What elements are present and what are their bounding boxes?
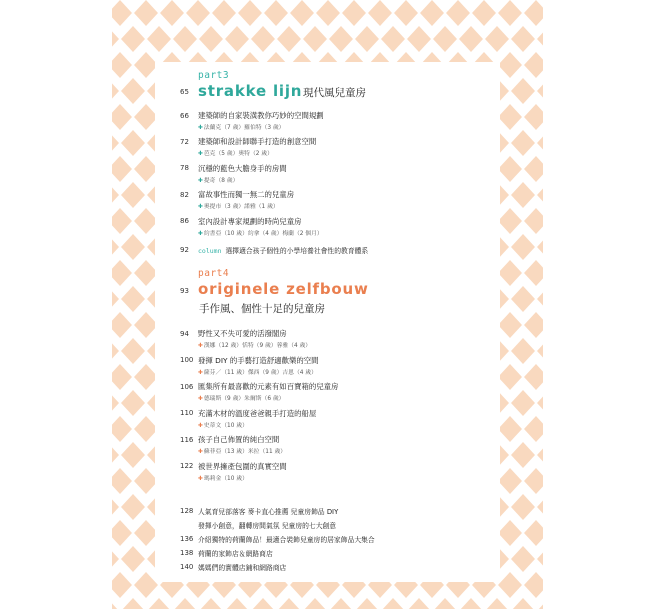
diamond-shape	[498, 572, 522, 598]
toc-entry-meta: ✚漢娜（12 歲）恬特（9 歲）蓉雅（4 歲）	[198, 343, 312, 349]
diamond-shape	[112, 598, 119, 609]
part4-title: originele zelfbouw	[198, 280, 369, 298]
diamond-shape	[134, 0, 158, 26]
diamond-shape	[112, 442, 119, 468]
diamond-shape	[112, 494, 119, 520]
diamond-shape	[511, 286, 535, 312]
toc-entry-title[interactable]: 被世界擁產包圍的真實空間	[198, 462, 287, 471]
toc-entry-meta: ✚瑪莉金（10 歲）	[198, 476, 248, 482]
toc-entry-title[interactable]: 發揮 DIY 的手藝打造舒適歡樂的空間	[198, 356, 319, 365]
diamond-shape	[433, 598, 457, 609]
diamond-shape	[303, 26, 327, 52]
plus-icon: ✚	[198, 449, 203, 455]
diamond-shape	[112, 52, 132, 78]
toc-page-number: 92	[180, 246, 189, 254]
diamond-shape	[173, 26, 197, 52]
toc-entry-meta: ✚薩芬／（11 歲）傑西（9 歲）吉恩（4 歲）	[198, 370, 317, 376]
toc-entry-title[interactable]: 沉穩的藍色大膽身手的房間	[198, 164, 287, 173]
toc-page-number: 72	[180, 138, 189, 146]
diamond-shape	[537, 390, 543, 416]
diamond-shape	[524, 104, 543, 130]
toc-entry-meta: ✚德瑞斯（9 歲）朱爾斯（6 歲）	[198, 396, 285, 402]
toc-entry-title[interactable]: 充滿木材的溫度爸爸親手打造的船屋	[198, 409, 317, 418]
diamond-shape	[264, 0, 288, 26]
diamond-shape	[459, 26, 483, 52]
diamond-shape	[112, 234, 119, 260]
diamond-shape	[537, 598, 543, 609]
diamond-shape	[355, 26, 379, 52]
diamond-shape	[112, 364, 132, 390]
plus-icon: ✚	[198, 370, 203, 376]
diamond-shape	[121, 598, 145, 609]
diamond-shape	[511, 390, 535, 416]
diamond-shape	[355, 598, 379, 609]
diamond-shape	[407, 598, 431, 609]
diamond-shape	[112, 390, 119, 416]
diamond-shape	[485, 598, 509, 609]
diamond-shape	[524, 156, 543, 182]
toc-entry-title[interactable]: 富故事性而獨一無二的兒童房	[198, 190, 295, 199]
diamond-shape	[121, 130, 145, 156]
toc-page-number: 110	[180, 409, 194, 417]
diamond-shape	[121, 390, 145, 416]
toc-entry-meta: ✚法蘭克（7 歲）羅伯特（3 歲）	[198, 125, 285, 131]
toc-entry-meta: ✚提奇（8 歲）	[198, 178, 239, 184]
diamond-shape	[121, 26, 145, 52]
diamond-shape	[112, 286, 119, 312]
diamond-shape	[537, 182, 543, 208]
diamond-shape	[446, 0, 470, 26]
diamond-shape	[524, 468, 543, 494]
diamond-shape	[485, 26, 509, 52]
diamond-shape	[498, 364, 522, 390]
plus-icon: ✚	[198, 151, 203, 157]
plus-icon: ✚	[198, 204, 203, 210]
diamond-shape	[511, 338, 535, 364]
diamond-shape	[498, 260, 522, 286]
diamond-shape	[160, 0, 184, 26]
diamond-shape	[303, 598, 327, 609]
diamond-shape	[524, 364, 543, 390]
diamond-shape	[112, 156, 132, 182]
diamond-shape	[511, 130, 535, 156]
diamond-shape	[112, 546, 119, 572]
diamond-shape	[112, 312, 132, 338]
diamond-shape	[329, 26, 353, 52]
diamond-shape	[121, 442, 145, 468]
diamond-shape	[524, 416, 543, 442]
diamond-shape	[112, 468, 132, 494]
diamond-shape	[112, 0, 132, 26]
diamond-shape	[199, 598, 223, 609]
diamond-shape	[112, 260, 132, 286]
diamond-shape	[112, 78, 119, 104]
diamond-shape	[498, 104, 522, 130]
diamond-shape	[112, 520, 132, 546]
diamond-shape	[524, 260, 543, 286]
toc-entry-meta: ✚史蒂文（10 歲）	[198, 423, 248, 429]
diamond-shape	[121, 338, 145, 364]
plus-icon: ✚	[198, 231, 203, 237]
toc-page-number: 86	[180, 217, 189, 225]
toc-entry-title[interactable]: 室內設計專家規劃的時尚兒童房	[198, 217, 302, 226]
diamond-shape	[112, 26, 119, 52]
toc-page-number: 94	[180, 330, 189, 338]
toc-entry-title[interactable]: 野性又不失可愛的活潑閣房	[198, 329, 287, 338]
diamond-shape	[368, 0, 392, 26]
diamond-shape	[498, 52, 522, 78]
toc-entry-title[interactable]: 建築師的自家裝潢教你巧妙的空間規劃	[198, 111, 324, 120]
diamond-shape	[381, 26, 405, 52]
diamond-shape	[394, 0, 418, 26]
diamond-shape	[186, 0, 210, 26]
diamond-shape	[251, 598, 275, 609]
appendix-entry[interactable]: 介紹獨特的荷蘭飾品！最適合裝飾兒童房的居家飾品大集合	[198, 536, 375, 544]
diamond-shape	[511, 182, 535, 208]
toc-entry-meta: ✚約書亞（10 歲）約拿（4 歲）梅蘭（2 個月）	[198, 231, 323, 237]
toc-entry-meta: ✚蘇菲亞（13 歲）米拉（11 歲）	[198, 449, 287, 455]
diamond-shape	[498, 468, 522, 494]
diamond-shape	[511, 234, 535, 260]
diamond-shape	[121, 546, 145, 572]
diamond-shape	[537, 442, 543, 468]
diamond-shape	[147, 598, 171, 609]
toc-page-number: 138	[180, 549, 194, 557]
diamond-shape	[511, 26, 535, 52]
part4-page-number: 93	[180, 287, 189, 295]
diamond-shape	[112, 182, 119, 208]
diamond-shape	[498, 208, 522, 234]
diamond-shape	[225, 598, 249, 609]
diamond-shape	[121, 286, 145, 312]
appendix-entry[interactable]: 發揮小創意，翻轉房間氣氛 兒童房的七大創意	[198, 522, 337, 530]
diamond-shape	[251, 26, 275, 52]
column-entry[interactable]: column 選擇適合孩子個性的小學培養社會性的教育體系	[198, 247, 369, 255]
diamond-shape	[112, 416, 132, 442]
diamond-shape	[420, 0, 444, 26]
diamond-shape	[238, 0, 262, 26]
toc-page-number: 136	[180, 535, 194, 543]
toc-entry-title[interactable]: 匯集所有最喜歡的元素有如百寶箱的兒童房	[198, 382, 339, 391]
diamond-shape	[537, 338, 543, 364]
diamond-shape	[524, 520, 543, 546]
diamond-shape	[112, 130, 119, 156]
diamond-shape	[112, 208, 132, 234]
diamond-shape	[498, 156, 522, 182]
diamond-shape	[537, 130, 543, 156]
diamond-shape	[199, 26, 223, 52]
plus-icon: ✚	[198, 423, 203, 429]
diamond-shape	[511, 546, 535, 572]
diamond-shape	[511, 78, 535, 104]
appendix-entry[interactable]: 荷蘭的家飾店＆網路商店	[198, 550, 273, 558]
diamond-shape	[537, 286, 543, 312]
toc-page-number: 82	[180, 191, 189, 199]
diamond-shape	[498, 312, 522, 338]
diamond-shape	[121, 234, 145, 260]
diamond-shape	[524, 572, 543, 598]
toc-entry-meta: ✚芭克（5 歲）奧特（2 歲）	[198, 151, 273, 157]
diamond-shape	[212, 0, 236, 26]
diamond-shape	[537, 234, 543, 260]
appendix-entry[interactable]: 人氣育兒部落客 麥卡直心推薦 兒童房飾品 DIY	[198, 508, 339, 516]
toc-page-number: 100	[180, 356, 194, 364]
diamond-shape	[537, 546, 543, 572]
diamond-shape	[112, 338, 119, 364]
diamond-shape	[121, 494, 145, 520]
diamond-shape	[511, 494, 535, 520]
toc-page-number: 106	[180, 383, 194, 391]
diamond-shape	[147, 26, 171, 52]
part3-title: strakke lijn	[198, 82, 303, 100]
diamond-shape	[290, 0, 314, 26]
diamond-shape	[277, 26, 301, 52]
plus-icon: ✚	[198, 125, 203, 131]
diamond-shape	[112, 104, 132, 130]
diamond-shape	[524, 0, 543, 26]
plus-icon: ✚	[198, 476, 203, 482]
diamond-shape	[498, 520, 522, 546]
part4-subtitle: 手作風、個性十足的兒童房	[199, 303, 325, 315]
toc-page-number: 116	[180, 436, 194, 444]
toc-page-number: 66	[180, 112, 189, 120]
diamond-shape	[537, 78, 543, 104]
diamond-shape	[381, 598, 405, 609]
toc-entry-title[interactable]: 建築師和設計師聯手打造的創意空間	[198, 137, 317, 146]
diamond-shape	[511, 442, 535, 468]
diamond-shape	[342, 0, 366, 26]
toc-entry-meta: ✚奧提市（3 歲）諾雅（1 歲）	[198, 204, 279, 210]
diamond-shape	[121, 78, 145, 104]
diamond-shape	[524, 52, 543, 78]
diamond-shape	[498, 0, 522, 26]
diamond-shape	[277, 598, 301, 609]
plus-icon: ✚	[198, 343, 203, 349]
diamond-shape	[329, 598, 353, 609]
diamond-shape	[537, 26, 543, 52]
diamond-shape	[316, 0, 340, 26]
diamond-shape	[472, 0, 496, 26]
part3-subtitle: 現代風兒童房	[303, 87, 366, 99]
diamond-shape	[459, 598, 483, 609]
part4-label: part4	[198, 268, 230, 279]
diamond-shape	[511, 598, 535, 609]
toc-page-number: 140	[180, 563, 194, 571]
diamond-shape	[173, 598, 197, 609]
diamond-shape	[537, 494, 543, 520]
diamond-shape	[433, 26, 457, 52]
diamond-shape	[498, 416, 522, 442]
toc-page-number: 122	[180, 462, 194, 470]
appendix-entry[interactable]: 媽媽們的實體店鋪和網路商店	[198, 564, 287, 572]
diamond-shape	[524, 312, 543, 338]
toc-page-number: 128	[180, 507, 194, 515]
plus-icon: ✚	[198, 178, 203, 184]
diamond-shape	[407, 26, 431, 52]
diamond-shape	[112, 572, 132, 598]
toc-entry-title[interactable]: 孩子自己佈置的純白空間	[198, 435, 280, 444]
column-label: column	[198, 247, 222, 255]
plus-icon: ✚	[198, 396, 203, 402]
toc-page-number: 78	[180, 164, 189, 172]
part3-page-number: 65	[180, 88, 189, 96]
diamond-shape	[225, 26, 249, 52]
diamond-shape	[524, 208, 543, 234]
diamond-shape	[121, 182, 145, 208]
part3-label: part3	[198, 70, 230, 81]
